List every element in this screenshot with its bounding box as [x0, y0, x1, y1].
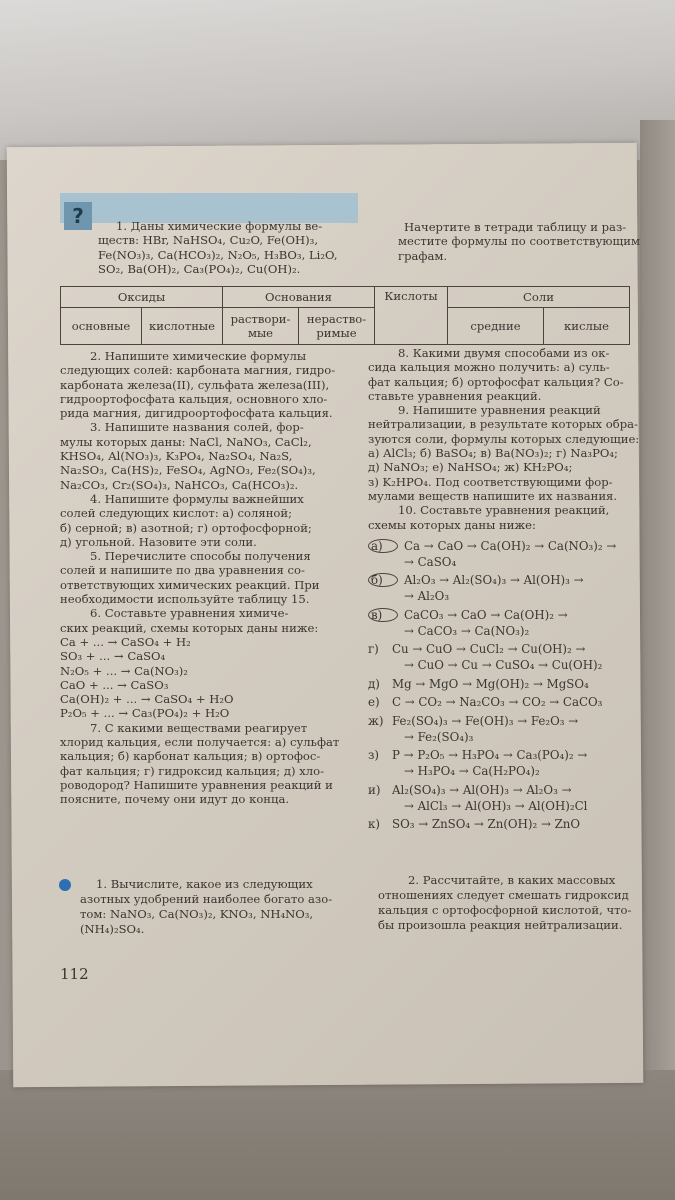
- q1-line: ществ: HBr, NaHSO₄, Cu₂O, Fe(OH)₃,: [98, 233, 319, 248]
- left-col-line: необходимости используйте таблицу 15.: [60, 592, 310, 607]
- scheme-line: CaCO₃ → CaO → Ca(OH)₂ →: [404, 607, 568, 622]
- col-oxides: Оксиды: [61, 287, 223, 308]
- col-basic-oxides: основные: [61, 308, 142, 345]
- left-col-line: гидроортофосфата кальция, основного хло-: [60, 391, 328, 406]
- left-col-line: SO₃ + ... → CaSO₄: [60, 649, 166, 664]
- left-col-line: Na₂SO₃, Ca(HS)₂, FeSO₄, AgNO₃, Fe₂(SO₄)₃,: [60, 463, 316, 478]
- scheme-line: C → CO₂ → Na₂CO₃ → CO₂ → CaCO₃: [392, 695, 603, 710]
- scheme-label: д): [368, 676, 380, 691]
- scheme-line: Fe₂(SO₄)₃ → Fe(OH)₃ → Fe₂O₃ →: [392, 714, 579, 729]
- calc-task-2: [378, 873, 630, 933]
- scheme-line: → CuO → Cu → CuSO₄ → Cu(OH)₂: [404, 657, 603, 672]
- left-col-line: CaO + ... → CaSO₃: [60, 677, 169, 692]
- bottom-right-line: отношениях следует смешать гидроксид: [378, 888, 629, 902]
- question-badge: ?: [64, 202, 92, 230]
- left-col-line: солей и напишите по два уравнения со-: [60, 563, 305, 578]
- col-salts: Соли: [448, 287, 630, 308]
- scheme-label: и): [368, 782, 381, 797]
- q1-line: Fe(NO₃)₃, Ca(HCO₃)₂, N₂O₅, H₃BO₃, Li₂O,: [98, 247, 338, 262]
- left-col-line: ских реакций, схемы которых даны ниже:: [60, 620, 319, 635]
- q1-right-line: графам.: [398, 248, 448, 263]
- right-col-line: 8. Какими двумя способами из ок-: [398, 346, 610, 360]
- scheme-item: [368, 714, 630, 745]
- scheme-line: Al₂(SO₄)₃ → Al(OH)₃ → Al₂O₃ →: [392, 782, 572, 797]
- left-col-line: солей следующих кислот: а) соляной;: [60, 506, 293, 521]
- scheme-line: → H₃PO₄ → Ca(H₂PO₄)₂: [404, 764, 540, 779]
- bottom-left-line: том: NaNO₃, Ca(NO₃)₂, KNO₃, NH₄NO₃,: [80, 907, 314, 921]
- right-col-line: нейтрализации, в результате которых обра-: [368, 417, 638, 432]
- right-col-line: зуются соли, формулы которых следующие:: [368, 431, 640, 446]
- scheme-line: → CaCO₃ → Ca(NO₃)₂: [404, 623, 530, 638]
- left-col-line: фат кальция; г) гидроксид кальция; д) хло-: [60, 763, 324, 778]
- left-col-line: поясните, почему они идут до конца.: [60, 792, 290, 807]
- col-soluble-bases: раствори- мые: [223, 308, 299, 345]
- background-top: [0, 0, 675, 160]
- scheme-item: [368, 695, 630, 711]
- scheme-line: P → P₂O₅ → H₃PO₄ → Ca₃(PO₄)₂ →: [392, 748, 588, 763]
- left-col-line: рида магния, дигидроортофосфата кальция.: [60, 406, 333, 421]
- left-col-line: 6. Составьте уравнения химиче-: [90, 606, 289, 621]
- page-number: 112: [60, 965, 89, 983]
- left-col-line: Ca + ... → CaSO₄ + H₂: [60, 634, 191, 649]
- scheme-label: ж): [368, 714, 384, 729]
- right-col-line: сида кальция можно получить: а) суль-: [368, 360, 610, 375]
- right-col-line: ставьте уравнения реакций.: [368, 388, 542, 403]
- scheme-label: з): [368, 748, 380, 763]
- bottom-right-line: кальция с ортофосфорной кислотой, что-: [378, 903, 632, 917]
- q1-right-line: местите формулы по соответствующим: [398, 234, 641, 249]
- col-acid-salts: кислые: [544, 308, 630, 345]
- scheme-item: [368, 677, 630, 693]
- scheme-item: [368, 748, 630, 779]
- scheme-item: [368, 783, 630, 814]
- col-insoluble-bases: нераство- римые: [299, 308, 375, 345]
- scheme-item: [368, 608, 630, 639]
- bottom-right-line: 2. Рассчитайте, в каких массовых: [408, 873, 616, 887]
- calc-task-1: [80, 877, 355, 937]
- scheme-item: [368, 642, 630, 673]
- scheme-label: а): [368, 539, 398, 553]
- left-col-line: Ca(OH)₂ + ... → CaSO₄ + H₂O: [60, 692, 234, 707]
- scheme-label: г): [368, 642, 379, 657]
- left-col-line: роводород? Напишите уравнения реакций и: [60, 777, 333, 792]
- q1-line: SO₂, Ba(OH)₂, Ca₃(PO₄)₂, Cu(OH)₂.: [98, 261, 301, 276]
- background-right: [640, 120, 675, 1200]
- right-col-line: д) NaNO₃; е) NaHSO₄; ж) KH₂PO₄;: [368, 460, 573, 475]
- bottom-left-line: азотных удобрений наиболее богато азо-: [80, 892, 333, 906]
- right-col-line: 9. Напишите уравнения реакций: [398, 403, 601, 418]
- background-bottom: [0, 1070, 675, 1200]
- q1-line: 1. Даны химические формулы ве-: [116, 219, 323, 233]
- scheme-line: Al₂O₃ → Al₂(SO₄)₃ → Al(OH)₃ →: [404, 573, 584, 588]
- left-col-line: б) серной; в) азотной; г) ортофосфорной;: [60, 520, 312, 535]
- q1-right-line: Начертите в тетради таблицу и раз-: [404, 220, 627, 234]
- left-col-line: 5. Перечислите способы получения: [90, 549, 311, 564]
- task-1: [98, 219, 360, 276]
- left-col-line: мулы которых даны: NaCl, NaNO₃, CaCl₂,: [60, 434, 312, 449]
- right-col-line: фат кальция; б) ортофосфат кальция? Со-: [368, 374, 624, 389]
- left-col-line: д) угольной. Назовите эти соли.: [60, 534, 257, 549]
- bottom-left-line: (NH₄)₂SO₄.: [80, 922, 145, 936]
- scheme-line: Cu → CuO → CuCl₂ → Cu(OH)₂ →: [392, 642, 586, 657]
- left-col-line: N₂O₅ + ... → Ca(NO₃)₂: [60, 663, 188, 678]
- scheme-line: SO₃ → ZnSO₄ → Zn(OH)₂ → ZnO: [392, 817, 581, 832]
- left-col-line: кальция; б) карбонат кальция; в) ортофос-: [60, 749, 321, 764]
- right-col-line: 10. Составьте уравнения реакций,: [398, 503, 610, 518]
- left-col-line: следующих солей: карбоната магния, гидро-: [60, 363, 336, 378]
- bottom-left-line: 1. Вычислите, какое из следующих: [96, 877, 313, 891]
- scheme-line: → AlCl₃ → Al(OH)₃ → Al(OH)₂Cl: [404, 798, 588, 813]
- scheme-line: Ca → CaO → Ca(OH)₂ → Ca(NO₃)₂ →: [404, 539, 617, 553]
- scheme-line: → Fe₂(SO₄)₃: [404, 729, 474, 744]
- reaction-schemes: [368, 539, 630, 836]
- task-1-instructions: [398, 220, 641, 263]
- scheme-label: в): [368, 608, 398, 622]
- right-col-line: схемы которых даны ниже:: [368, 517, 536, 532]
- right-col-line: з) K₂HPO₄. Под соответствующими фор-: [368, 474, 613, 489]
- right-col-line: а) AlCl₃; б) BaSO₄; в) Ba(NO₃)₂; г) Na₃PO₄;: [368, 446, 618, 461]
- left-col-line: 3. Напишите названия солей, фор-: [90, 420, 304, 435]
- scheme-label: е): [368, 695, 380, 710]
- scheme-line: → CaSO₄: [404, 554, 457, 569]
- left-col-line: 4. Напишите формулы важнейших: [90, 491, 304, 506]
- right-col-line: мулами веществ напишите их названия.: [368, 488, 618, 503]
- scheme-item: [368, 573, 630, 604]
- scheme-line: Mg → MgO → Mg(OH)₂ → MgSO₄: [392, 676, 589, 691]
- scheme-line: → Al₂O₃: [404, 589, 450, 604]
- scheme-label: б): [368, 573, 398, 587]
- col-normal-salts: средние: [448, 308, 544, 345]
- left-col-line: KHSO₄, Al(NO₃)₃, K₃PO₄, Na₂SO₄, Na₂S,: [60, 449, 293, 464]
- bottom-right-line: бы произошла реакция нейтрализации.: [378, 918, 623, 932]
- tasks-2-7: [60, 349, 358, 807]
- left-col-line: ответствующих химических реакций. При: [60, 577, 320, 592]
- col-bases: Основания: [223, 287, 375, 308]
- scheme-label: к): [368, 817, 380, 832]
- col-acids: Кислоты: [375, 287, 448, 345]
- scheme-item: [368, 539, 630, 570]
- classification-table: [60, 286, 630, 345]
- left-col-line: P₂O₅ + ... → Ca₃(PO₄)₂ + H₂O: [60, 706, 230, 721]
- col-acidic-oxides: кислотные: [142, 308, 223, 345]
- tasks-8-10: [368, 346, 640, 532]
- left-col-line: карбоната железа(II), сульфата железа(III),: [60, 377, 330, 392]
- calc-task-dot: [59, 879, 71, 891]
- left-col-line: Na₂CO₃, Cr₂(SO₄)₃, NaHCO₃, Ca(HCO₃)₂.: [60, 477, 299, 492]
- scheme-item: [368, 817, 630, 833]
- left-col-line: хлорид кальция, если получается: а) сульфат: [60, 735, 340, 750]
- left-col-line: 7. С какими веществами реагирует: [90, 720, 308, 735]
- left-col-line: 2. Напишите химические формулы: [90, 349, 307, 363]
